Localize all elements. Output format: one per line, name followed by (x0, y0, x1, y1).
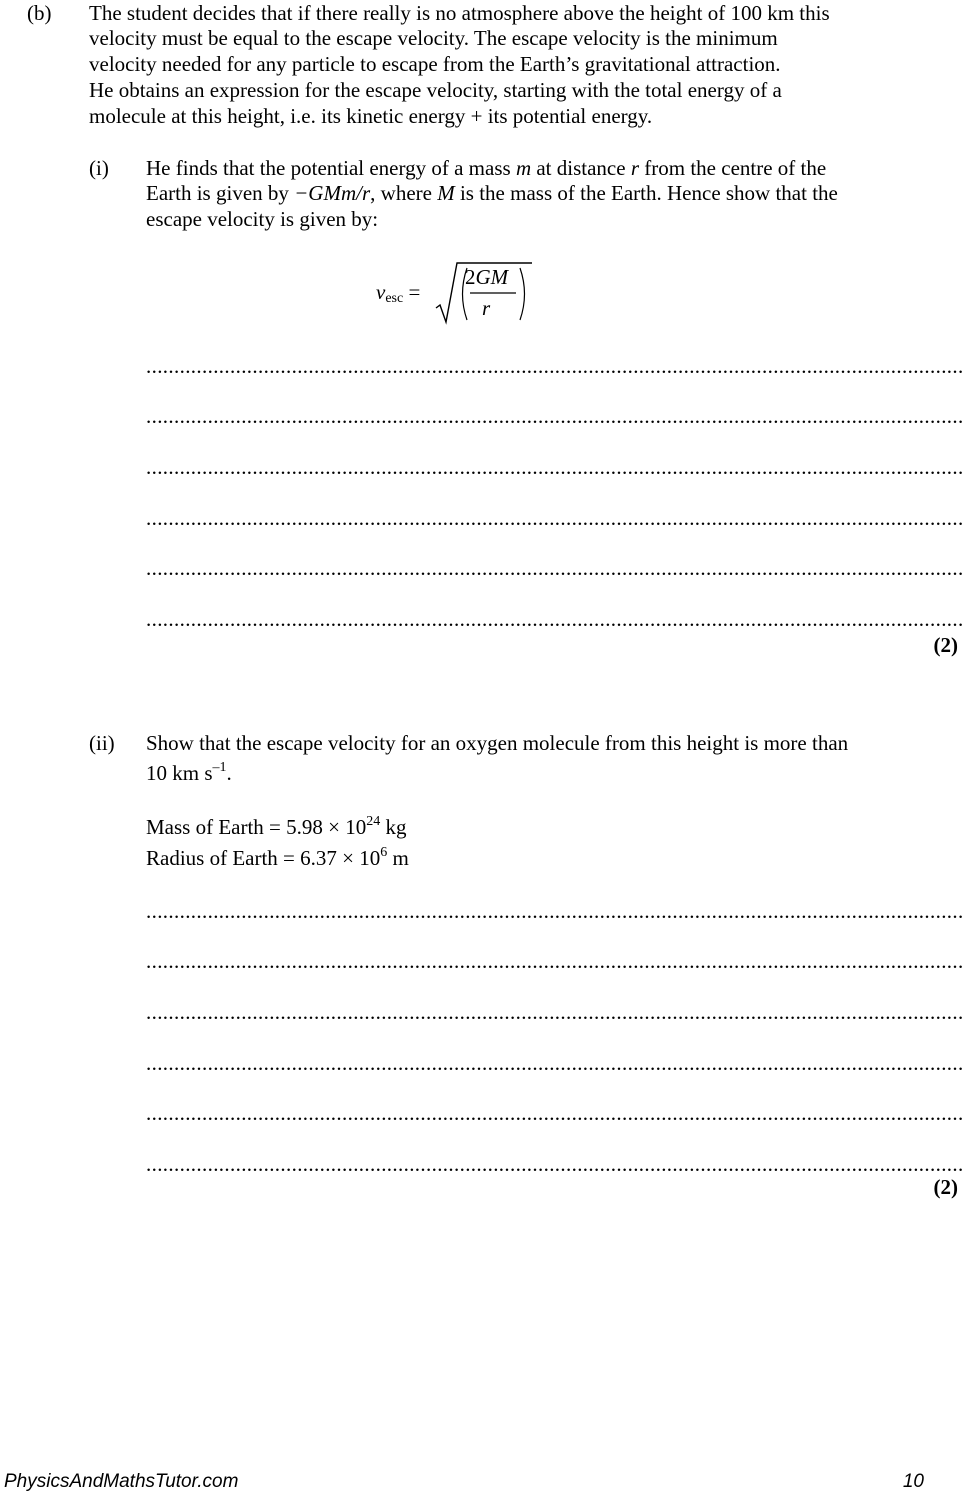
part-i-text-line-2: Earth is given by −GMm/r, where M is the mass of the Earth. Hence show that the (146, 181, 838, 205)
part-ii-label: (ii) (89, 731, 115, 755)
answer-line[interactable]: .................................................................................................................................................. (146, 607, 964, 631)
part-b-text-line-2: velocity must be equal to the escape velocity. The escape velocity is the minimum (89, 26, 778, 50)
part-b-text-line-1: The student decides that if there really is no atmosphere above the height of 100 km this (89, 1, 830, 25)
answer-line[interactable]: .................................................................................................................................................. (146, 354, 964, 378)
question-part-ii (0, 720, 964, 1210)
part-b-label: (b) (27, 1, 52, 25)
part-ii-marks: (2) (933, 1175, 958, 1199)
answer-line[interactable]: .................................................................................................................................................. (146, 1000, 964, 1024)
mass-of-earth: Mass of Earth = $5.98 \times 10^{24}$ kg (146, 814, 407, 839)
part-b-text-line-5: molecule at this height, i.e. its kinetic energy + its potential energy. (89, 104, 653, 128)
part-ii-text-line-2: 10 km $s^{-1}$. (146, 760, 232, 785)
answer-line[interactable]: .................................................................................................................................................. (146, 1152, 964, 1176)
answer-line[interactable]: .................................................................................................................................................. (146, 1101, 964, 1125)
answer-line[interactable]: .................................................................................................................................................. (146, 899, 964, 923)
part-i-label: (i) (89, 156, 109, 180)
answer-line[interactable]: .................................................................................................................................................. (146, 506, 964, 530)
escape-velocity-formula (376, 260, 536, 324)
answer-line[interactable]: .................................................................................................................................................. (146, 556, 964, 580)
part-b-text-line-3: velocity needed for any particle to escape from the Earth’s gravitational attraction. (89, 52, 781, 76)
answer-line[interactable]: .................................................................................................................................................. (146, 455, 964, 479)
part-i-text-line-1: He finds that the potential energy of a mass m at distance r from the centre of the (146, 156, 827, 180)
part-i-marks: (2) (933, 633, 958, 657)
question-part-b (0, 0, 960, 140)
radius-of-earth: Radius of Earth = $6.37 \times 10^6$ m (146, 845, 409, 870)
part-i-text-line-3: escape velocity is given by: (146, 207, 379, 231)
part-ii-text-line-1: Show that the escape velocity for an oxygen molecule from this height is more than (146, 731, 849, 755)
formula-lhs: $v_{esc}$ = (376, 280, 421, 306)
question-part-i (0, 150, 964, 670)
part-b-text-line-4: He obtains an expression for the escape velocity, starting with the total energy of a (89, 78, 782, 102)
answer-line[interactable]: .................................................................................................................................................. (146, 404, 964, 428)
page-footer (0, 1460, 960, 1499)
page-number: 10 (902, 1471, 924, 1492)
formula-denominator: r (482, 296, 491, 320)
footer-site-name: PhysicsAndMathsTutor.com (4, 1471, 239, 1492)
formula-numerator: 2GM (465, 265, 509, 289)
answer-line[interactable]: .................................................................................................................................................. (146, 1051, 964, 1075)
answer-line[interactable]: .................................................................................................................................................. (146, 949, 964, 973)
